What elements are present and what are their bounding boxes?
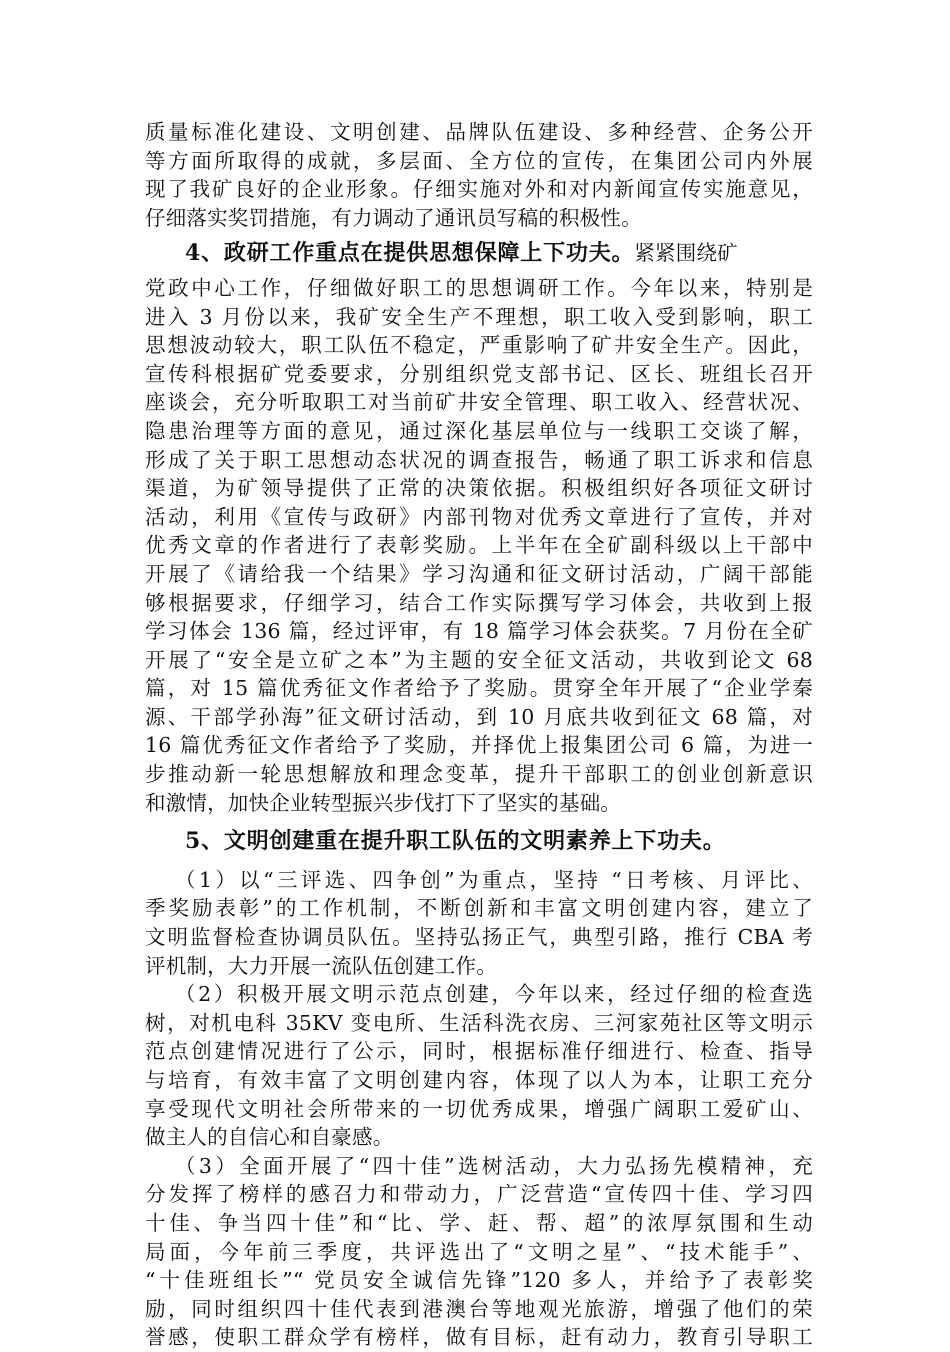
section-4-heading: 4、政研工作重点在提供思想保障上下功夫。 xyxy=(185,240,635,267)
text-line: 享受现代文明社会所带来的一切优秀成果，增强广阔职工爱矿山、 xyxy=(145,1096,813,1121)
text-line: 步推动新一轮思想解放和理念变革，提升干部职工的创业创新意识 xyxy=(145,762,813,787)
text-line: 范点创建情况进行了公示，同时，根据标准仔细进行、检查、指导 xyxy=(145,1039,813,1064)
text-line: 形成了关于职工思想动态状况的调查报告，畅通了职工诉求和信息 xyxy=(145,447,813,472)
text-line: 优秀文章的作者进行了表彰奖励。上半年在全矿副科级以上干部中 xyxy=(145,533,813,558)
section-5-paragraph-3 xyxy=(145,1152,813,1352)
document-body xyxy=(145,118,813,1352)
section-5-paragraph-2 xyxy=(145,980,813,1152)
text-line: 文明监督检查协调员队伍。坚持弘扬正气，典型引路，推行 CBA 考 xyxy=(145,925,813,950)
section-4-heading-tail: 紧紧围绕矿 xyxy=(634,241,738,266)
text-line: 进入 3 月份以来，我矿安全生产不理想，职工收入受到影响，职工 xyxy=(145,304,813,329)
text-line: 篇，对 15 篇优秀征文作者给予了奖励。贯穿全年开展了“企业学秦 xyxy=(145,676,813,701)
text-line: 开展了《请给我一个结果》学习沟通和征文研讨活动，广阔干部能 xyxy=(145,561,813,586)
text-line: 树，对机电科 35KV 变电所、生活科洗衣房、三河家苑社区等文明示 xyxy=(145,1010,813,1035)
text-line: 局面，今年前三季度，共评选出了“文明之星”、“技术能手”、 xyxy=(145,1239,813,1264)
text-line: 现了我矿良好的企业形象。仔细实施对外和对内新闻宣传实施意见， xyxy=(145,177,813,202)
intro-paragraph xyxy=(145,118,813,232)
text-line: 16 篇优秀征文作者给予了奖励，并择优上报集团公司 6 篇，为进一 xyxy=(145,733,813,758)
text-line: 宣传科根据矿党委要求，分别组织党支部书记、区长、班组长召开 xyxy=(145,361,813,386)
text-line: 开展了“安全是立矿之本”为主题的安全征文活动，共收到论文 68 xyxy=(145,647,813,672)
text-line: 季奖励表彰”的工作机制，不断创新和丰富文明创建内容，建立了 xyxy=(145,896,813,921)
section-5-heading: 5、文明创建重在提升职工队伍的文明素养上下功夫。 xyxy=(185,828,726,855)
text-line: 隐患治理等方面的意见，通过深化基层单位与一线职工交谈了解， xyxy=(145,418,813,443)
text-line: 够根据要求，仔细学习，结合工作实际撰写学习体会，共收到上报 xyxy=(145,590,813,615)
text-line: 质量标准化建设、文明创建、品牌队伍建设、多种经营、企务公开 xyxy=(145,120,813,144)
text-line: 十佳、争当四十佳”和“比、学、赶、帮、超”的浓厚氛围和生动 xyxy=(145,1210,813,1235)
text-line: 渠道，为矿领导提供了正常的决策依据。积极组织好各项征文研讨 xyxy=(145,476,813,501)
text-line: 思想波动较大，职工队伍不稳定，严重影响了矿井安全生产。因此， xyxy=(145,333,813,358)
text-line: 与培育，有效丰富了文明创建内容，体现了以人为本，让职工充分 xyxy=(145,1068,813,1092)
text-line: 和激情，加快企业转型振兴步伐打下了坚实的基础。 xyxy=(145,790,622,815)
text-line: （3）全面开展了“四十佳”选树活动，大力弘扬先模精神，充 xyxy=(175,1153,813,1178)
section-4-paragraph xyxy=(145,274,813,817)
text-line: 座谈会，充分听取职工对当前矿井安全管理、职工收入、经营状况、 xyxy=(145,390,813,415)
text-line: 评机制，大力开展一流队伍创建工作。 xyxy=(145,953,497,978)
text-line: 活动，利用《宣传与政研》内部刊物对优秀文章进行了宣传，并对 xyxy=(145,504,813,529)
section-4-heading-line xyxy=(145,239,813,268)
text-line: 誉感，使职工群众学有榜样，做有目标，赶有动力，教育引导职工 xyxy=(145,1325,813,1350)
text-line: 仔细落实奖罚措施，有力调动了通讯员写稿的积极性。 xyxy=(145,205,642,230)
text-line: 励，同时组织四十佳代表到港澳台等地观光旅游，增强了他们的荣 xyxy=(145,1296,813,1321)
text-line: 源、干部学孙海”征文研讨活动，到 10 月底共收到征文 68 篇，对 xyxy=(145,704,813,729)
text-line: （2）积极开展文明示范点创建，今年以来，经过仔细的检查选 xyxy=(175,982,813,1007)
text-line: 学习体会 136 篇，经过评审，有 18 篇学习体会获奖。7 月份在全矿 xyxy=(145,619,813,644)
text-line: 做主人的自信心和自豪感。 xyxy=(145,1125,394,1150)
section-5-paragraph-1 xyxy=(145,866,813,980)
text-line: “十佳班组长”“ 党员安全诚信先锋”120 多人，并给予了表彰奖 xyxy=(145,1268,813,1293)
text-line: （1）以“三评选、四争创”为重点，坚持 “日考核、月评比、 xyxy=(175,867,813,892)
text-line: 党政中心工作，仔细做好职工的思想调研工作。今年以来，特别是 xyxy=(145,275,813,300)
text-line: 分发挥了榜样的感召力和带动力，广泛营造“宣传四十佳、学习四 xyxy=(145,1182,813,1207)
text-line: 等方面所取得的成就，多层面、全方位的宣传，在集团公司内外展 xyxy=(145,148,813,173)
